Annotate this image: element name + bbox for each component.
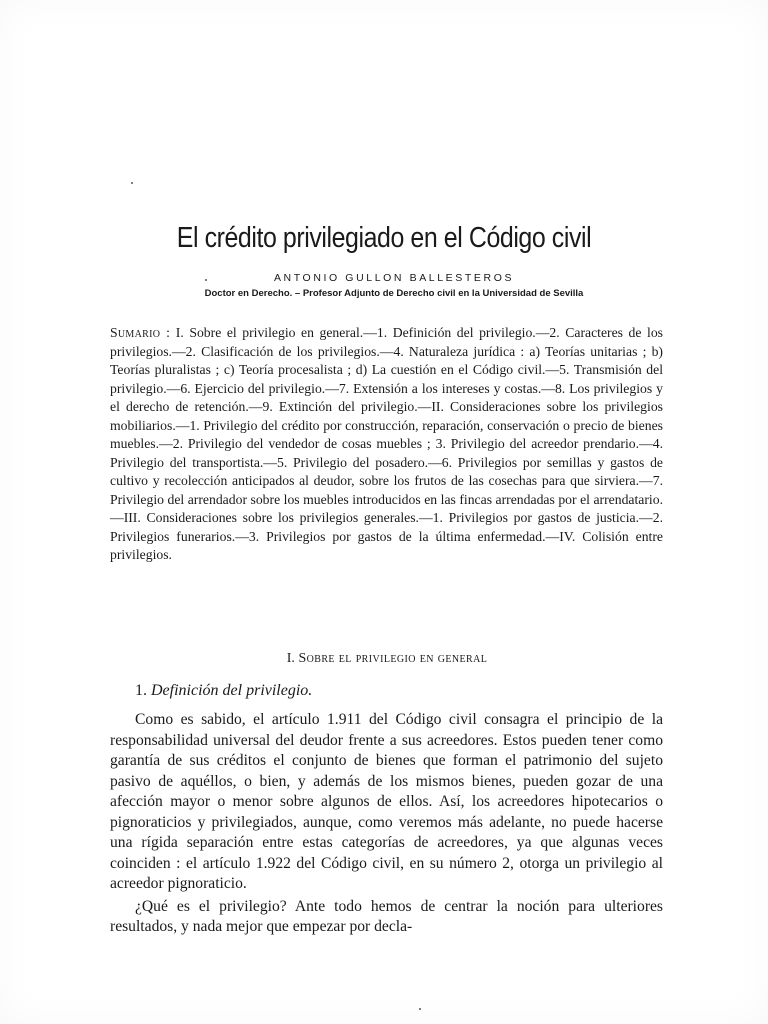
article-summary (110, 324, 663, 565)
subsection-title: Definición del privilegio. (151, 682, 313, 699)
article-title: El crédito privilegiado en el Código civil (176, 222, 592, 254)
subsection-heading (135, 682, 312, 700)
section-title: Sobre el privilegio en general (298, 651, 488, 666)
section-number: I. (286, 651, 295, 666)
body-paragraph: Como es sabido, el artículo 1.911 del Código civil consagra el principio de la responsabilidad universal del deudor frente a sus acreedores. Estos pueden tener como garantía de sus créditos el conjunto de bienes que forman el patrimonio del sujeto pasivo de aquéllos, o bien, y además de los mismos bienes, pueden gozar de una afección mayor o menor sobre algunos de ellos. Así, los acreedores hipotecarios o pignoraticios y privilegiados, aunque, como veremos más adelante, no puede hacerse una rígida separación entre estas categorías de acreedores, ya que algunas veces coinciden : el artículo 1.922 del Código civil, en su número 2, otorga un privilegio al acreedor pignoraticio. (110, 711, 663, 892)
body-paragraph: ¿Qué es el privilegio? Ante todo hemos de centrar la noción para ulteriores resultados, y nada mejor que empezar por decla- (110, 897, 663, 935)
author-affiliation: Doctor en Derecho. – Profesor Adjunto de Derecho civil en la Universidad de Sevilla (204, 288, 584, 299)
article-body (110, 710, 663, 938)
article-author: ANTONIO GULLON BALLESTEROS (273, 272, 515, 284)
summary-text: I. Sobre el privilegio en general.—1. Definición del privilegio.—2. Caracteres de los privilegios.—2. Clasificación de los privilegios.—4. Naturaleza jurídica : a) Teorías unitarias ; b) Teorías pluralistas ; c) Teoría procesalista ; d) La cuestión en el Código civil.—5. Transmisión del privilegio.—6. Ejercicio del privilegio.—7. Extensión a los intereses y costas.—8. Los privilegios y el derecho de retención.—9. Extinción del privilegio.—II. Consideraciones sobre los privilegios mobiliarios.—1. Privilegio del crédito por construcción, reparación, conservación o precio de bienes muebles.—2. Privilegio del vendedor de cosas muebles ; 3. Privilegio del acreedor prendario.—4. Privilegio del transportista.—5. Privilegio del posadero.—6. Privilegios por semillas y gastos de cultivo y recolección anticipados al deudor, sobre los frutos de las cosechas para que sirviera.—7. Privilegio del arrendador sobre los muebles introducidos en las fincas arrendadas por el arrendatario.—III. Consideraciones sobre los privilegios generales.—1. Privilegios por gastos de justicia.—2. Privilegios funerarios.—3. Privilegios por gastos de la última enfermedad.—IV. Colisión entre privilegios. (110, 325, 664, 562)
summary-label: Sumario : (110, 325, 171, 340)
subsection-number: 1. (135, 682, 147, 699)
scan-speck (419, 1008, 421, 1010)
section-heading (0, 651, 768, 667)
scan-speck (131, 182, 133, 184)
